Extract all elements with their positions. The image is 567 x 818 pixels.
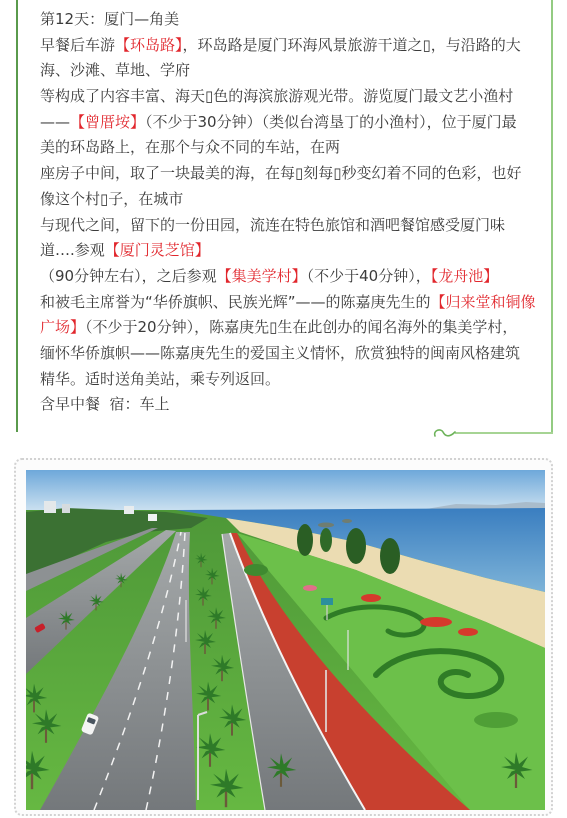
itinerary-line (40, 187, 551, 213)
road-sign (321, 598, 333, 605)
meals-and-lodging: 含早中餐 宿：车上 (40, 395, 170, 414)
itinerary-line (40, 290, 551, 316)
itinerary-text: 道….参观 (40, 241, 105, 260)
itinerary-line (40, 58, 551, 84)
itinerary-text: 美的环岛路上，在那个与众不同的车站，在两 (40, 138, 341, 157)
flower-bed (303, 585, 317, 591)
itinerary-text: 与现代之间，留下的一份田园，流连在特色旅馆和酒吧餐馆感受厦门味 (40, 215, 506, 234)
itinerary-text: 精华。适时送角美站，乘专列返回。 (40, 369, 281, 388)
casuarina-tree (346, 528, 366, 564)
distant-building (124, 506, 134, 514)
itinerary-text: 像这个村▯子，在城市 (40, 189, 184, 208)
itinerary-line (40, 315, 551, 341)
itinerary-line (40, 341, 551, 367)
sea-rock (318, 523, 334, 528)
itinerary-text: （不少于40分钟）， (306, 266, 431, 285)
shrub (474, 712, 518, 728)
highlight-place: 【厦门灵芝馆】 (104, 241, 210, 260)
itinerary-text: 和被毛主席誉为“华侨旗帜、民族光辉”——的陈嘉庚先生的 (40, 292, 431, 311)
highlight-place: 【环岛路】 (115, 35, 183, 54)
itinerary-text: 座房子中间，取了一块最美的海，在每▯刻每▯秒变幻着不同的色彩，也好 (40, 164, 522, 183)
casuarina-tree (297, 524, 313, 556)
itinerary-text: （90分钟左右），之后参观 (40, 266, 217, 285)
itinerary-line (40, 238, 551, 264)
flower-bed (361, 594, 381, 602)
itinerary-panel (16, 0, 553, 432)
itinerary-text: 缅怀华侨旗帜——陈嘉庚先生的爱国主义情怀，欣赏独特的闽南风格建筑 (40, 343, 521, 362)
itinerary-line (40, 367, 551, 393)
itinerary-line (40, 110, 551, 136)
itinerary-text: —— (40, 112, 70, 131)
highlight-place: 【集美学村】 (216, 266, 307, 285)
itinerary-text: （不少于20分钟），陈嘉庚先▯生在此创办的闻名海外的集美学村， (85, 318, 518, 337)
day-title: 第12天：厦门—角美 (40, 10, 180, 28)
distant-building (62, 504, 70, 513)
itinerary-line (40, 161, 551, 187)
shrub (244, 564, 268, 576)
sea-rock (342, 519, 352, 523)
itinerary-line (40, 33, 551, 59)
casuarina-tree (380, 538, 400, 574)
distant-building (148, 514, 157, 521)
itinerary-text: （不少于30分钟）（类似台湾垦丁的小渔村），位于厦门最 (145, 112, 517, 131)
panel-bottom-rule (455, 432, 553, 434)
itinerary-line (40, 213, 551, 239)
swirl-ornament-stroke (435, 430, 455, 436)
distant-building (44, 501, 56, 513)
swirl-ornament-icon (432, 426, 456, 442)
itinerary-line (40, 84, 551, 110)
highlight-place: 【龙舟池】 (430, 266, 499, 285)
flower-bed (420, 617, 452, 627)
highlight-place: 【归来堂和铜像 (430, 292, 536, 311)
coastal-road-photo (26, 470, 545, 810)
itinerary-line (40, 135, 551, 161)
itinerary-text: 早餐后车游 (40, 35, 116, 54)
itinerary-text: 海、沙滩、草地、学府 (40, 61, 191, 80)
flower-bed (458, 628, 478, 636)
highlight-place: 【曾厝垵】 (70, 112, 146, 131)
itinerary-text: 等构成了内容丰富、海天▯色的海滨旅游观光带。游览厦门最文艺小渔村 (40, 87, 514, 106)
highlight-place: 广场】 (40, 318, 86, 337)
casuarina-tree (320, 528, 332, 552)
itinerary-line (40, 264, 551, 290)
itinerary-text: ，环岛路是厦门环海风景旅游干道之▯，与沿路的大 (182, 35, 521, 54)
